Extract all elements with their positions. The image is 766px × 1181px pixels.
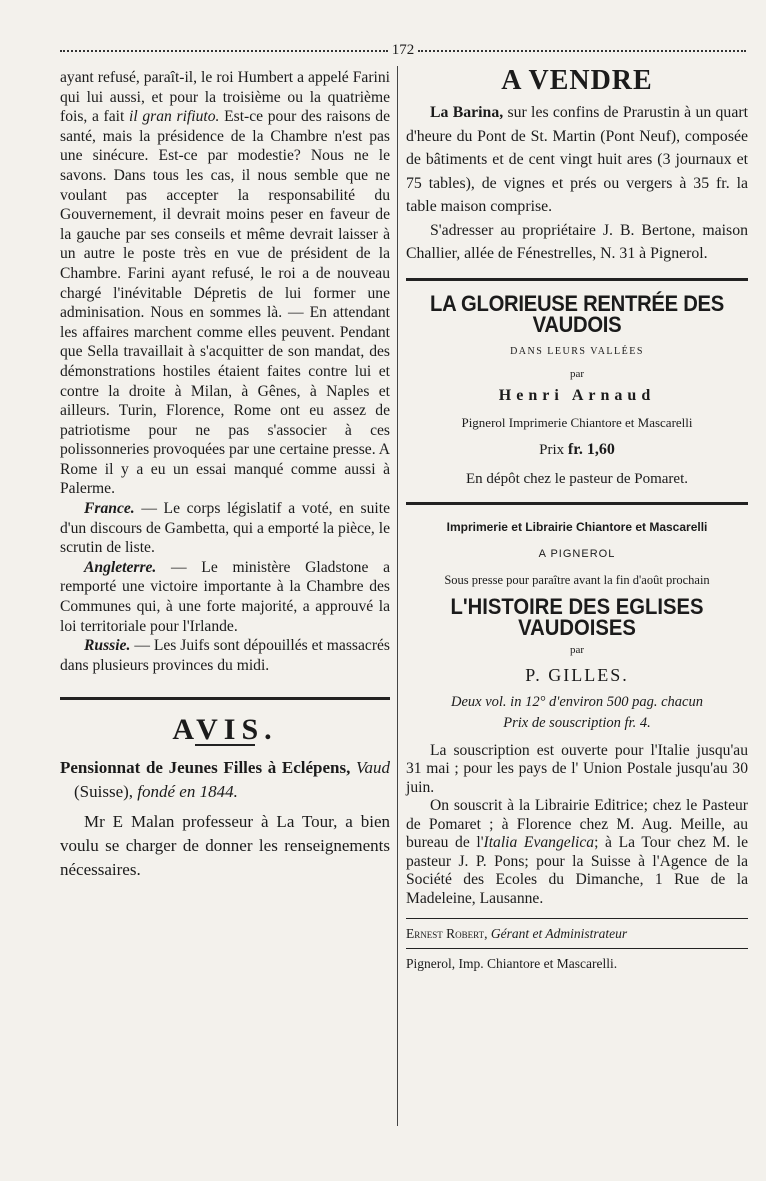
vendre-title: A VENDRE (501, 65, 653, 96)
adresser-paragraph: S'adresser au propriétaire J. B. Bertone, maison Challier, allée de Fénestrelles, N. 31 à Pignerol. (406, 221, 748, 262)
france-paragraph: France. — Le corps législatif a voté, en suite d'un discours de Gambetta, qui a emporté la pièce, le scrutin de liste. (60, 500, 390, 557)
column-divider (397, 66, 398, 1126)
a-pignerol: A PIGNEROL (538, 547, 616, 560)
on-souscrit-paragraph: On souscrit à la Librairie Editrice; chez le Pasteur de Pomaret ; à Florence chez M. Aug. Meille, au bureau de l'Italia Evangelica; à La Tour chez M. le pasteur J. P. Pons; pour la Suisse à l'Agence de la Société des Ecoles du Dimanche, 1 Rue de la Madeleine, Lausanne. (406, 797, 748, 907)
souscription-section (406, 742, 748, 909)
rule-after-vendre (406, 278, 748, 281)
dans-vallees: DANS LEURS VALLÉES (510, 345, 644, 357)
header-rule-right (418, 50, 746, 52)
rule-before-footer (406, 918, 748, 919)
author-gilles: P. GILLES. (525, 664, 629, 685)
printer-line: Pignerol Imprimerie Chiantore et Mascarelli (461, 414, 693, 430)
rule-after-glorieuse (406, 502, 748, 505)
section-rule (60, 697, 390, 700)
politics-paragraph: ayant refusé, paraît-il, le roi Humbert a appelé Farini qui lui aussi, et pour la troisième ou la quatrième fois, a fait il gran rifiuto. Est-ce pour des raisons de santé, mais la présidence de la Chambre n'est pas une sinécure. Est-ce par modestie? Nous ne le savons. Dans tous les cas, il nous semble que ne voulant pas accepter la responsabilité du Gouvernement, il devrait moins peser en faveur de la gauche par ses conseils et même devrait laisser à un autre le poste très en vue de président de la Chambre. Farini ayant refusé, le roi a de nouveau chargé l'inévitable Dépretis de lui former une adminisation. Nous en sommes là. — En attendant les affaires marchent comme elles peuvent. Pendant que Sella travaillait à s'acquitter de son mandat, des démonstrations hostiles étaient faites contre lui et contre la droite à Milan, à Gênes, à Naples et ailleurs. Turin, Florence, Rome ont eu assez de patriotisme pour ne pas s'associer à ces polissonneries provoquées par une certaine presse. A Rome il y a eu un essai manqué comme aussi à Palerme. (60, 69, 391, 498)
france-label: France. (84, 500, 135, 518)
volume-info: Deux vol. in 12° d'environ 500 pag. chacun (451, 693, 703, 710)
barina-label: La Barina, (430, 104, 504, 121)
avis-title: AVIS. (172, 713, 278, 747)
rule-footer (406, 948, 748, 949)
angleterre-paragraph: Angleterre. — Le ministère Gladstone a remporté une victoire importante à la Chambre des Communes qui, à une forte majorité, a approuvé la loi territoriale pour l'Irlande. (60, 558, 390, 635)
histoire-title: L'HISTOIRE DES EGLISES VAUDOISES (450, 593, 704, 640)
vendre-section (406, 101, 748, 266)
footer-printer: Pignerol, Imp. Chiantore et Mascarelli. (406, 956, 618, 971)
page-number: 172 (391, 41, 415, 58)
russie-label: Russie. (84, 637, 131, 655)
imprimerie-line: Imprimerie et Librairie Chiantore et Mascarelli (446, 519, 708, 534)
prix-souscription: Prix de souscription fr. 4. (503, 714, 651, 731)
price-line: Prix fr. 1,60 (539, 440, 615, 458)
depot-line: En dépôt chez le pasteur de Pomaret. (466, 470, 688, 487)
par-label-2: par (569, 643, 585, 656)
glorieuse-title: LA GLORIEUSE RENTRÉE DES VAUDOIS (429, 290, 724, 337)
pensionnat-text: Mr E Malan professeur à La Tour, a bien voulu se charger de donner les renseignements nécessaires. (60, 812, 390, 879)
par-label: par (569, 367, 585, 380)
author-name: Henri Arnaud (498, 386, 656, 404)
price-value: fr. 1,60 (567, 440, 615, 458)
angleterre-label: Angleterre. (84, 558, 157, 576)
right-column (406, 65, 748, 974)
left-column (60, 68, 390, 882)
header-rule-left (60, 50, 388, 52)
sous-presse: Sous presse pour paraître avant la fin d'août prochain (444, 572, 710, 587)
pensionnat-heading: Pensionnat de Jeunes Filles à Eclépens, Vaud (Suisse), fondé en 1844. (60, 758, 390, 801)
page-header (60, 40, 746, 60)
souscription-paragraph: La souscription est ouverte pour l'Italie jusqu'au 31 mai ; pour les pays de l' Union Postale jusqu'au 30 juin. (406, 741, 748, 796)
gerant-line: Ernest Robert, Gérant et Administrateur (406, 926, 628, 941)
russie-paragraph: Russie. — Les Juifs sont dépouillés et massacrés dans plusieurs provinces du midi. (60, 637, 391, 674)
barina-paragraph: La Barina, sur les confins de Prarustin à un quart d'heure du Pont de St. Martin (Pont Neuf), composée de bâtiments et de cent vingt huit ares (3 journaux et 75 tables), de vignes et prés ou vergers à 35 fr. la table maison comprise. (406, 104, 748, 215)
